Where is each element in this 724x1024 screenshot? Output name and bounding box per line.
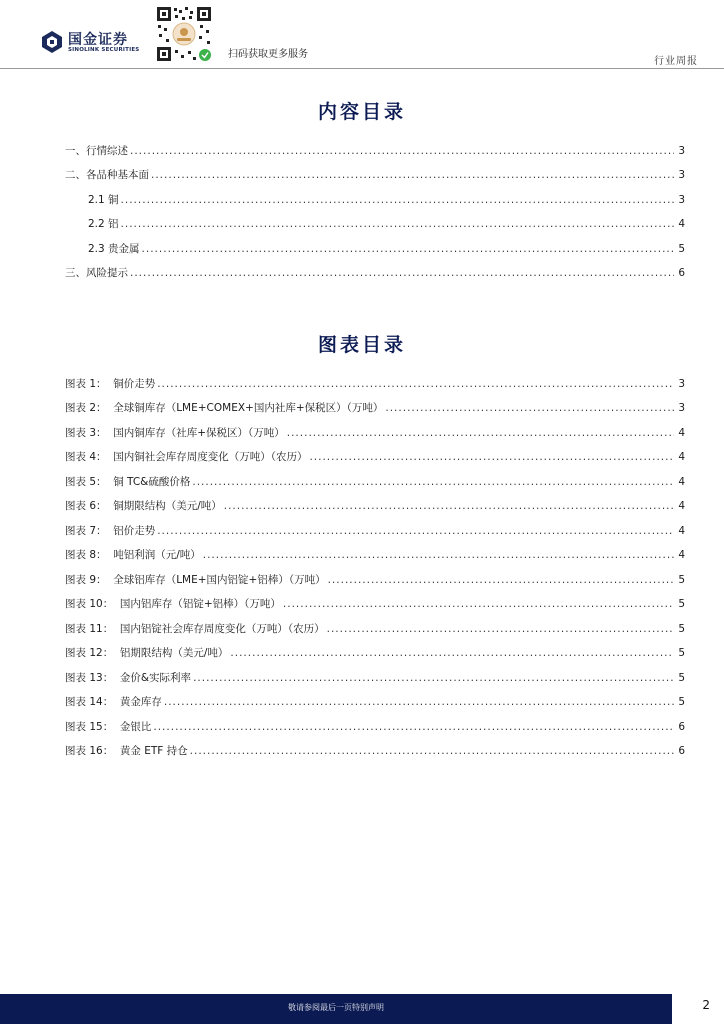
toc-entry-label: 二、各品种基本面	[65, 169, 149, 181]
toc-entry[interactable]	[88, 241, 685, 257]
toc-entry-label: 2.1 铜	[88, 194, 119, 206]
figure-entry[interactable]	[65, 547, 685, 563]
figure-entry[interactable]	[65, 645, 685, 661]
figure-entry-label: 图表 14： 黄金库存	[65, 696, 162, 708]
logo-en-text: SINOLINK SECURITIES	[68, 47, 140, 53]
dot-leader	[327, 623, 675, 635]
figure-entry[interactable]	[65, 425, 685, 441]
figure-entry-page: 5	[678, 598, 685, 610]
figure-list-title: 图表目录	[317, 334, 406, 356]
dot-leader	[287, 427, 675, 439]
dot-leader	[193, 672, 674, 684]
figure-entry-label: 图表 9： 全球铝库存（LME+国内铝锭+铝棒）（万吨）	[65, 574, 326, 586]
figure-entry-page: 3	[678, 402, 685, 414]
figure-entry-page: 5	[678, 672, 685, 684]
figure-entry-page: 4	[678, 451, 685, 463]
figure-entry-page: 6	[678, 745, 685, 757]
toc-entry-page: 5	[678, 243, 685, 255]
figure-entry-page: 5	[678, 696, 685, 708]
document-type: 行业周报	[654, 56, 698, 67]
figure-entry[interactable]	[65, 670, 685, 686]
dot-leader	[309, 451, 674, 463]
figure-entry[interactable]	[65, 694, 685, 710]
figure-entry-label: 图表 1： 铜价走势	[65, 378, 156, 390]
figure-entry-label: 图表 6： 铜期限结构（美元/吨）	[65, 500, 222, 512]
toc-entry[interactable]	[65, 167, 685, 183]
figure-entry[interactable]	[65, 474, 685, 490]
figure-entry[interactable]	[65, 596, 685, 612]
dot-leader	[224, 500, 675, 512]
dot-leader	[121, 218, 675, 230]
figure-entry-label: 图表 3： 国内铜库存（社库+保税区）（万吨）	[65, 427, 285, 439]
dot-leader	[192, 476, 674, 488]
figure-entry-label: 图表 4： 国内铜社会库存周度变化（万吨）（农历）	[65, 451, 308, 463]
figure-entry[interactable]	[65, 621, 685, 637]
dot-leader	[157, 525, 674, 537]
toc-entry-page: 4	[678, 218, 685, 230]
footer-notice: 敬请参阅最后一页特别声明	[288, 1003, 384, 1012]
header-divider	[0, 68, 724, 69]
figure-entry[interactable]	[65, 523, 685, 539]
dot-leader	[283, 598, 674, 610]
dot-leader	[328, 574, 675, 586]
toc-entry-page: 6	[678, 267, 685, 279]
toc-entry-label: 三、风险提示	[65, 267, 128, 279]
figure-entry-page: 4	[678, 525, 685, 537]
figure-entry[interactable]	[65, 719, 685, 735]
toc-entry[interactable]	[88, 192, 685, 208]
toc-entry-label: 一、行情综述	[65, 145, 128, 157]
qr-code-icon[interactable]	[155, 5, 213, 63]
dot-leader	[385, 402, 674, 414]
toc-entry-label: 2.2 铝	[88, 218, 119, 230]
figure-entry-label: 图表 8： 吨铝利润（元/吨）	[65, 549, 201, 561]
dot-leader	[190, 745, 675, 757]
figure-entry[interactable]	[65, 743, 685, 759]
figure-entry-label: 图表 11： 国内铝锭社会库存周度变化（万吨）（农历）	[65, 623, 325, 635]
dot-leader	[142, 243, 675, 255]
dot-leader	[130, 145, 674, 157]
toc-entry-page: 3	[678, 169, 685, 181]
figure-entry-label: 图表 10： 国内铝库存（铝锭+铝棒）（万吨）	[65, 598, 281, 610]
dot-leader	[121, 194, 675, 206]
toc-entry[interactable]	[88, 216, 685, 232]
dot-leader	[130, 267, 674, 279]
dot-leader	[164, 696, 674, 708]
logo-cn-text: 国金证券	[68, 32, 128, 48]
dot-leader	[203, 549, 675, 561]
figure-entry-page: 4	[678, 500, 685, 512]
figure-entry-page: 4	[678, 427, 685, 439]
figure-entry[interactable]	[65, 376, 685, 392]
sinolink-logo-icon	[40, 30, 64, 54]
toc-entry[interactable]	[65, 143, 685, 159]
figure-entry[interactable]	[65, 572, 685, 588]
figure-entry-page: 4	[678, 476, 685, 488]
toc-title: 内容目录	[317, 101, 406, 123]
dot-leader	[153, 721, 674, 733]
figure-entry-page: 5	[678, 623, 685, 635]
toc-entry-page: 3	[678, 194, 685, 206]
figure-entry-page: 5	[678, 574, 685, 586]
company-logo	[40, 28, 150, 56]
figure-entry-label: 图表 12： 铝期限结构（美元/吨）	[65, 647, 229, 659]
toc-entry-label: 2.3 贵金属	[88, 243, 140, 255]
figure-entry-page: 5	[678, 647, 685, 659]
figure-entry-page: 3	[678, 378, 685, 390]
figure-entry-label: 图表 5： 铜 TC&硫酸价格	[65, 476, 191, 488]
dot-leader	[230, 647, 674, 659]
toc-entry-page: 3	[678, 145, 685, 157]
figure-entry-page: 4	[678, 549, 685, 561]
figure-entry-page: 6	[678, 721, 685, 733]
figure-entry[interactable]	[65, 449, 685, 465]
page-header	[0, 0, 724, 70]
dot-leader	[151, 169, 674, 181]
figure-entry[interactable]	[65, 498, 685, 514]
figure-entry-label: 图表 13： 金价&实际利率	[65, 672, 192, 684]
page-number: 2	[702, 998, 710, 1012]
figure-entry-label: 图表 7： 铝价走势	[65, 525, 156, 537]
figure-entry-label: 图表 2： 全球铜库存（LME+COMEX+国内社库+保税区）（万吨）	[65, 402, 384, 414]
figure-entry[interactable]	[65, 400, 685, 416]
toc-entry[interactable]	[65, 265, 685, 281]
figure-entry-label: 图表 16： 黄金 ETF 持仓	[65, 745, 188, 757]
qr-caption: 扫码获取更多服务	[228, 49, 308, 60]
dot-leader	[157, 378, 674, 390]
figure-entry-label: 图表 15： 金银比	[65, 721, 152, 733]
